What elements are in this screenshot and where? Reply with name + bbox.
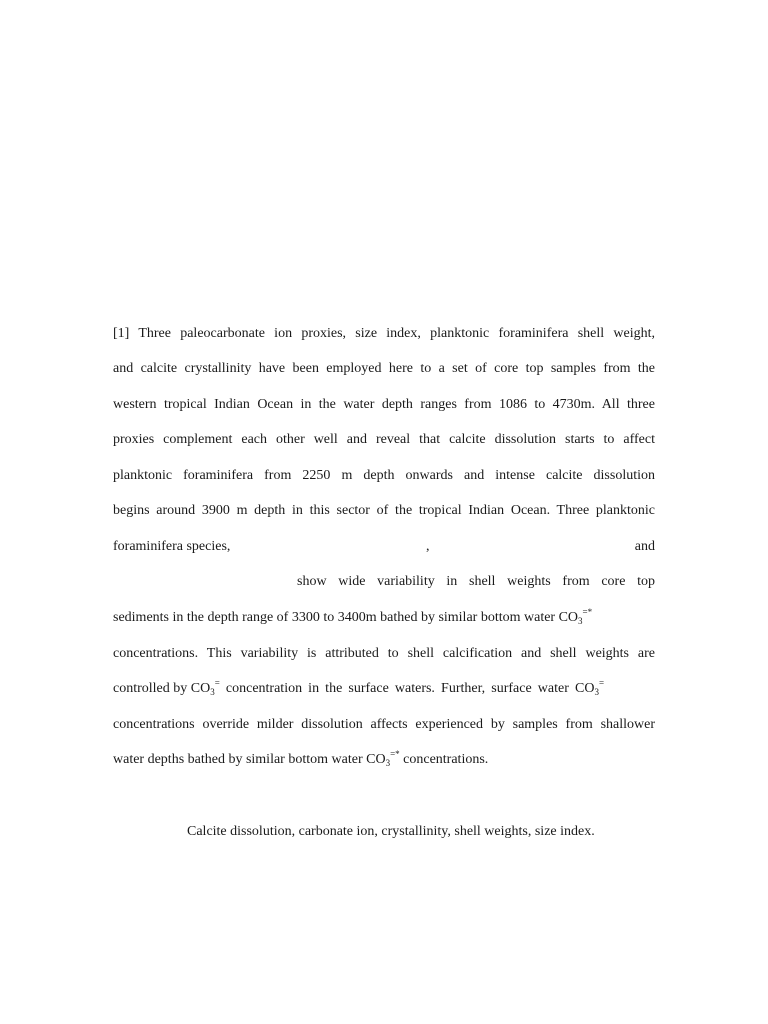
abstract-line-1: [1] Three paleocarbonate ion proxies, size index, planktonic foraminifera shell weight, [113,326,655,341]
superscript-eq-star: =* [390,749,400,759]
abstract-line-8: show wide variability in shell weights from core top [297,574,655,589]
abstract-line-13 [113,750,655,770]
abstract-line-7-and: and [634,539,655,554]
abstract-line-13-text-a: water depths bathed by similar bottom water CO [113,752,386,767]
abstract-line-4: proxies complement each other well and reveal that calcite dissolution starts to affect [113,432,655,447]
subscript-3: 3 [578,616,583,626]
abstract-line-7-comma: , [426,539,430,554]
abstract-line-7-species: foraminifera species, [113,539,231,554]
abstract-line-11 [113,679,655,699]
subscript-3: 3 [594,687,599,697]
abstract-line-12: concentrations override milder dissolution affects experienced by samples from shallower [113,717,655,732]
abstract-line-13-text-b: concentrations. [399,752,489,767]
keywords-line: Calcite dissolution, carbonate ion, crystallinity, shell weights, size index. [187,824,595,839]
subscript-3: 3 [210,687,215,697]
abstract-line-9-text: sediments in the depth range of 3300 to 3400m bathed by similar bottom water CO [113,610,579,625]
abstract-line-7 [113,537,655,557]
abstract-line-11-text-b: concentration in the surface waters. Further, surface water CO [219,681,595,696]
abstract-line-6: begins around 3900 m depth in this sector of the tropical Indian Ocean. Three planktonic [113,503,655,518]
abstract-line-2: and calcite crystallinity have been employed here to a set of core top samples from the [113,361,655,376]
superscript-eq: = [214,678,220,688]
abstract-line-10: concentrations. This variability is attributed to shell calcification and shell weights are [113,646,655,661]
subscript-3: 3 [385,758,391,768]
abstract-line-3: western tropical Indian Ocean in the water depth ranges from 1086 to 4730m. All three [113,397,655,412]
abstract-line-11-text-a: controlled by CO [113,681,211,696]
superscript-eq: = [598,678,605,688]
abstract-line-9 [113,608,655,628]
abstract-line-5: planktonic foraminifera from 2250 m depth onwards and intense calcite dissolution [113,468,655,483]
superscript-eq-star: =* [582,607,593,617]
